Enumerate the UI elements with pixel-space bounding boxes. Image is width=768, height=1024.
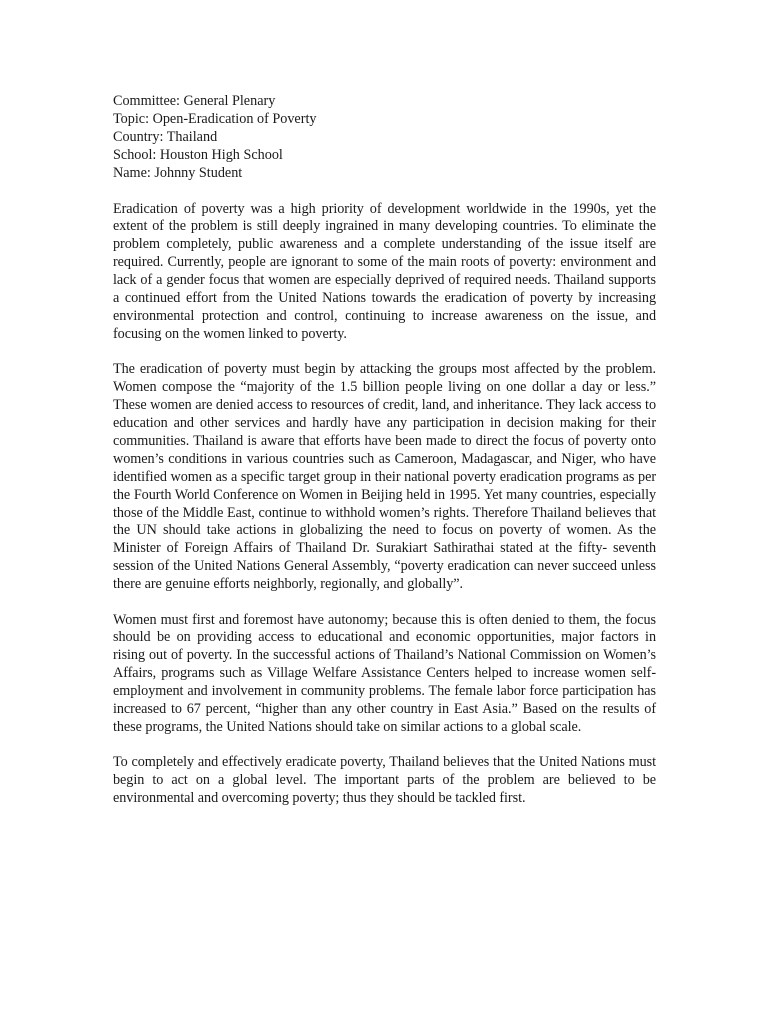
school-line: School: Houston High School <box>113 146 283 163</box>
position-paper-header <box>113 93 656 183</box>
topic-line: Topic: Open-Eradication of Poverty <box>113 110 317 127</box>
body-paragraph-2: The eradication of poverty must begin by attacking the groups most affected by the problem. Women compose the “majority of the 1.5 billion people living on one dollar a day or less.” These women are denied access to resources of credit, land, and inheritance. They lack access to education and other services and hardly have any participation in decision making for their communities. Thailand is aware that efforts have been made to direct the focus of poverty onto women’s conditions in various countries such as Cameroon, Madagascar, and Niger, who have identified women as a specific target group in their national poverty eradication programs as per the Fourth World Conference on Women in Beijing held in 1995. Yet many countries, especially those of the Middle East, continue to withhold women’s rights. Therefore Thailand believes that the UN should take actions in globalizing the need to focus on poverty of women. As the Minister of Foreign Affairs of Thailand Dr. Surakiart Sathirathai stated at the fifty- seventh session of the United Nations General Assembly, “poverty eradication can never succeed unless there are genuine efforts neighborly, regionally, and globally”. <box>113 361 656 593</box>
committee-line: Committee: General Plenary <box>113 93 276 109</box>
body-paragraph-4: To completely and effectively eradicate poverty, Thailand believes that the United Nations must begin to act on a global level. The important parts of the problem are believed to be environmental and overcoming poverty; thus they should be tackled first. <box>113 754 656 807</box>
country-line: Country: Thailand <box>113 128 218 145</box>
document-page <box>113 93 656 1013</box>
body-paragraph-3: Women must first and foremost have autonomy; because this is often denied to them, the focus should be on providing access to educational and economic opportunities, major factors in rising out of poverty. In the successful actions of Thailand’s National Commission on Women’s Affairs, programs such as Village Welfare Assistance Centers helped to increase women self- employment and involvement in community problems. The female labor force participation has increased to 67 percent, “higher than any other country in East Asia.” Based on the results of these programs, the United Nations should take on similar actions to a global scale. <box>113 611 656 735</box>
name-line: Name: Johnny Student <box>113 164 243 181</box>
body-paragraph-1: Eradication of poverty was a high priority of development worldwide in the 1990s, yet the extent of the problem is still deeply ingrained in many developing countries. To eliminate the problem completely, public awareness and a complete understanding of the issue itself are required. Currently, people are ignorant to some of the main roots of poverty: environment and lack of a gender focus that women are especially deprived of required needs. Thailand supports a continued effort from the United Nations towards the eradication of poverty by increasing environmental protection and control, continuing to increase awareness on the issue, and focusing on the women linked to poverty. <box>113 200 656 342</box>
